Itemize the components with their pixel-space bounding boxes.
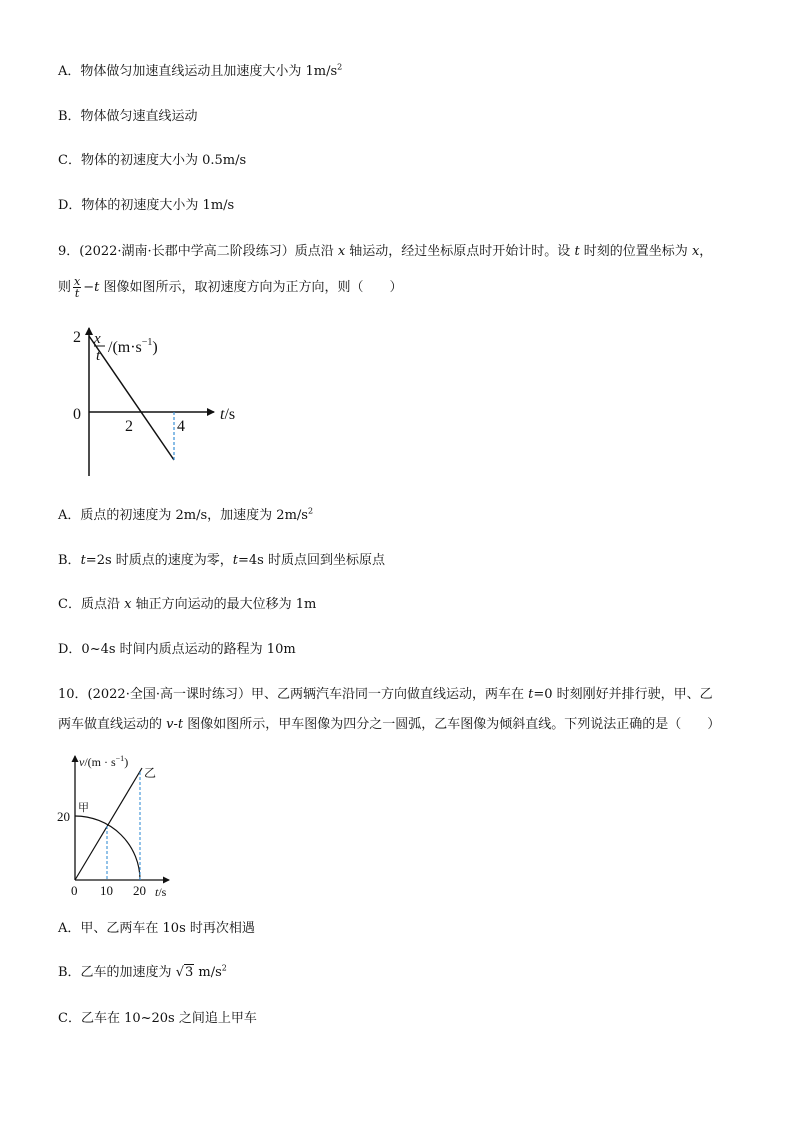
q10-yi-line xyxy=(75,768,142,880)
q9-option-b: B．t=2s 时质点的速度为零，t=4s 时质点回到坐标原点 xyxy=(58,553,385,568)
q9-option-c: C．质点沿 x 轴正方向运动的最大位移为 1m xyxy=(58,597,317,612)
q10-stem-line2: 两车做直线运动的 v-t 图像如图所示，甲车图像为四分之一圆弧，乙车图像为倾斜直线。下列说法正确的是（ ） xyxy=(58,717,721,732)
q9-tick-x2: 2 xyxy=(125,418,133,435)
q10-label-yi: 乙 xyxy=(144,766,157,780)
q10-tick-x20: 20 xyxy=(133,883,146,898)
q10-tick-y20: 20 xyxy=(57,809,70,824)
q10-option-b: B．乙车的加速度为 √3 $m/s^2$ xyxy=(58,963,227,980)
q8-option-d: D．物体的初速度大小为 1m/s xyxy=(58,198,235,213)
q9-graph xyxy=(60,322,260,482)
q9-option-a: A．质点的初速度为 2m/s，加速度为 $2m/s^2$ xyxy=(58,506,314,523)
q9-fraction: $\frac{x}{t}$ xyxy=(74,275,81,300)
q10-option-c: C．乙车在 10~20s 之间追上甲车 xyxy=(58,1011,257,1026)
q9-option-d: D．0~4s 时间内质点运动的路程为 10m xyxy=(58,642,296,657)
q10-x-label: t/s xyxy=(155,885,167,899)
q9-y-unit: $/(m\cdot s^{-1})$ xyxy=(108,337,158,356)
q10-option-a: A．甲、乙两车在 10s 时再次相遇 xyxy=(58,921,255,936)
sqrt-symbol: √3 xyxy=(175,965,194,980)
q9-stem-line1: 9．(2022·湖南·长郡中学高二阶段练习）质点沿 x 轴运动，经过坐标原点时开始计时。设 t 时刻的位置坐标为 x， xyxy=(58,244,713,259)
q8-option-a: A．物体做匀加速直线运动且加速度大小为 $1m/s^2$ xyxy=(58,62,343,79)
q9-y-frac-num: x xyxy=(94,331,101,347)
q8-option-c: C．物体的初速度大小为 0.5m/s xyxy=(58,153,247,168)
q10-label-jia: 甲 xyxy=(78,802,89,814)
q9-tick-origin: 0 xyxy=(73,406,81,423)
q10-graph xyxy=(55,752,195,902)
q10-stem-line1: 10．(2022·全国·高一课时练习）甲、乙两辆汽车沿同一方向做直线运动，两车在 t=0 时刻刚好并排行驶，甲、乙 xyxy=(58,687,713,702)
q10-tick-x10: 10 xyxy=(100,883,113,898)
q9-y-frac-den: t xyxy=(96,348,101,364)
q10-tick-origin: 0 xyxy=(71,883,78,898)
q9-tick-x4: 4 xyxy=(177,418,185,435)
q10-y-label: $v/(m \cdot s^{-1})$ xyxy=(79,754,129,769)
q9-stem-line2: 则 $\frac{x}{t}$ −t 图像如图所示，取初速度方向为正方向，则（ ） xyxy=(58,275,403,300)
q9-x-label: t/s xyxy=(220,406,236,423)
q9-tick-y2: 2 xyxy=(73,329,81,346)
q8-option-b: B．物体做匀速直线运动 xyxy=(58,109,198,124)
